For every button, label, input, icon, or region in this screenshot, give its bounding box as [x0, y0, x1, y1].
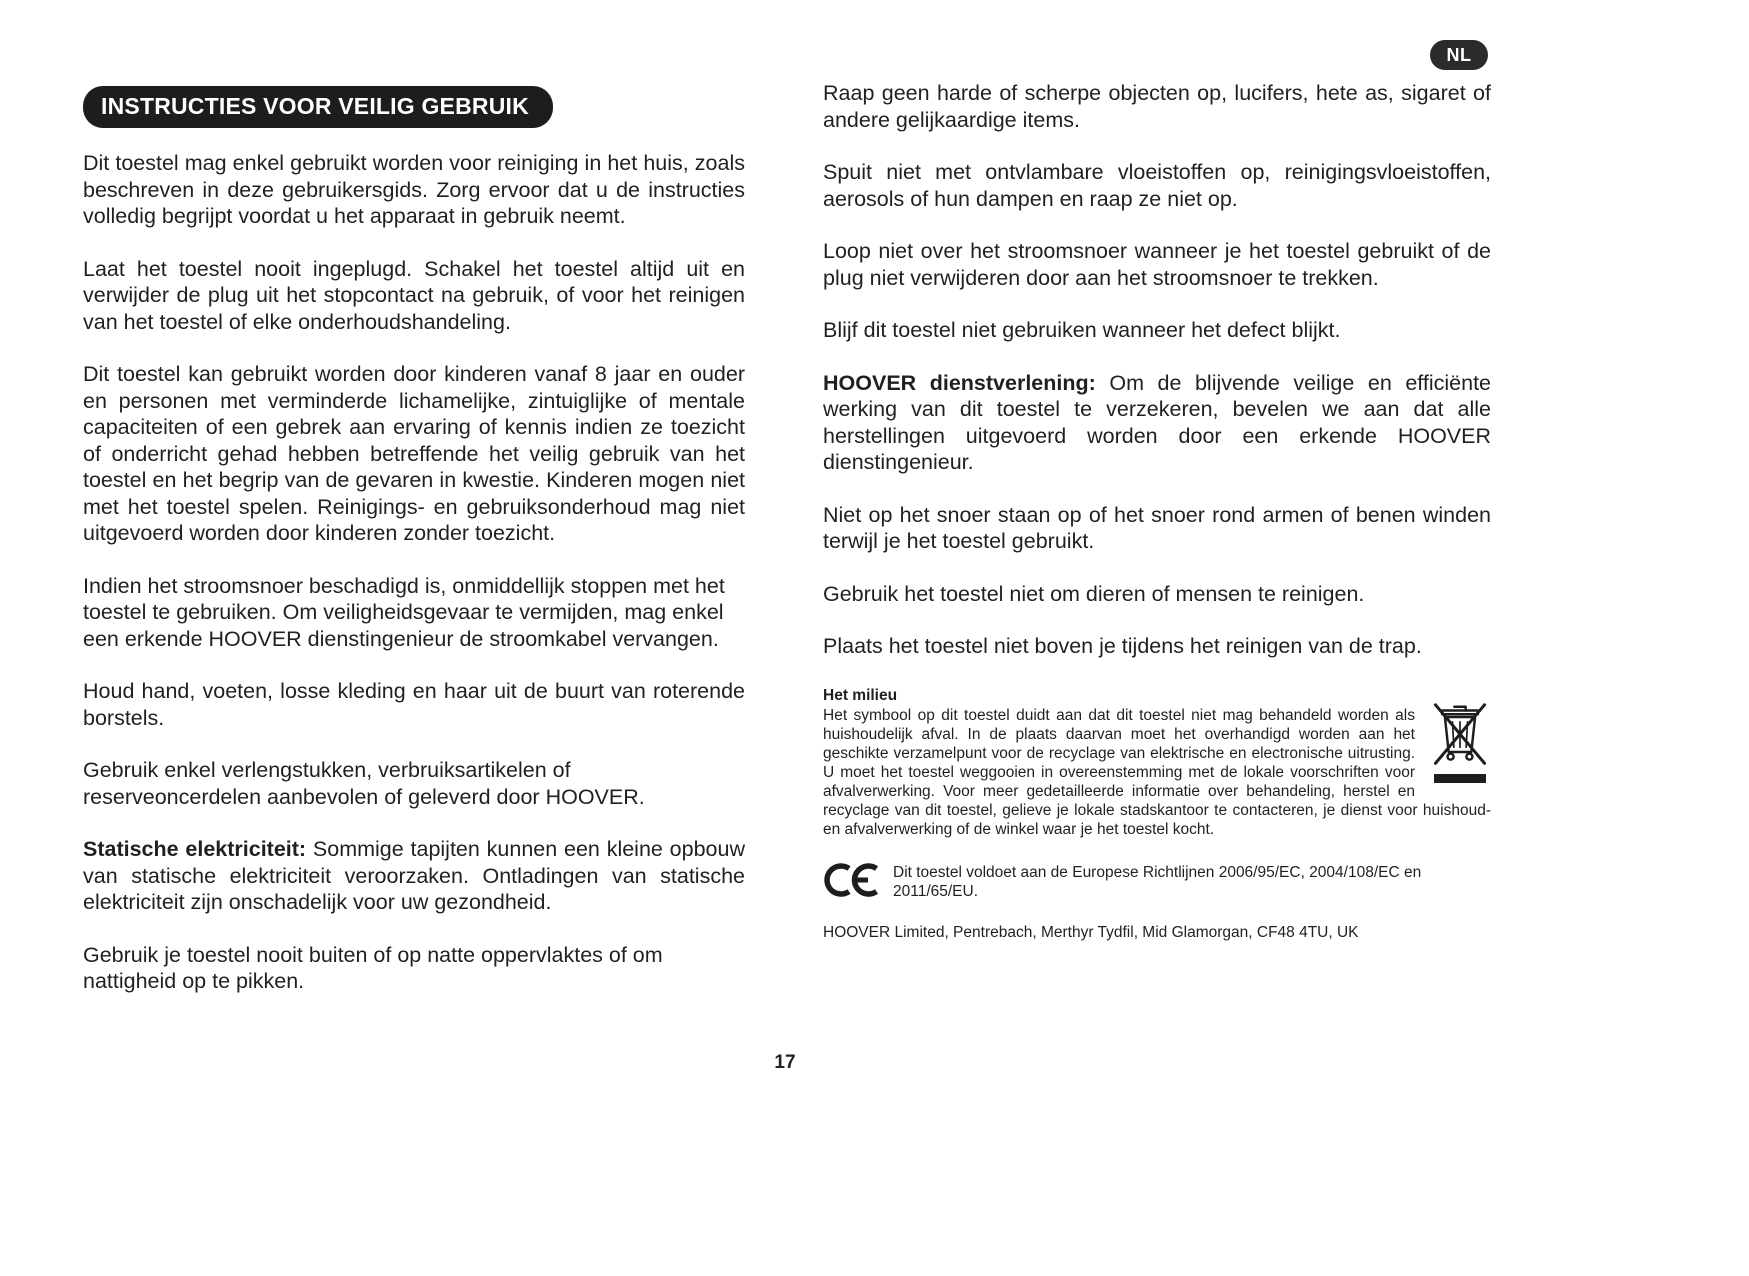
paragraph-static-electricity — [83, 836, 745, 916]
right-column — [823, 80, 1491, 942]
ce-mark-icon — [823, 861, 879, 899]
weee-date-bar — [1434, 774, 1486, 783]
paragraph-defect: Blijf dit toestel niet gebruiken wanneer het defect blijkt. — [823, 318, 1341, 342]
language-badge: NL — [1430, 40, 1488, 70]
left-column — [83, 86, 745, 1021]
section-title-pill: INSTRUCTIES VOOR VEILIG GEBRUIK — [83, 86, 553, 128]
paragraph-keep-away: Houd hand, voeten, losse kleding en haar uit de buurt van roterende borstels. — [83, 679, 745, 730]
paragraph-usage: Dit toestel mag enkel gebruikt worden voor reiniging in het huis, zoals beschreven in deze gebruikersgids. Zorg ervoor dat u de instructies volledig begrijpt voordat u het apparaat in gebruik neemt. — [83, 151, 745, 228]
hoover-service-lead: HOOVER dienstverlening: — [823, 370, 1096, 395]
ce-compliance-text: Dit toestel voldoet aan de Europese Richtlijnen 2006/95/EC, 2004/108/EC en 2011/65/EU. — [893, 863, 1422, 900]
environment-section — [823, 686, 1491, 839]
static-electricity-lead: Statische elektriciteit: — [83, 837, 307, 861]
paragraph-cord-wrap: Niet op het snoer staan op of het snoer rond armen of benen winden terwijl je het toestel gebruikt. — [823, 502, 1491, 553]
ce-compliance-row — [823, 861, 1491, 901]
company-address: HOOVER Limited, Pentrebach, Merthyr Tydfil, Mid Glamorgan, CF48 4TU, UK — [823, 923, 1359, 941]
paragraph-no-animals: Gebruik het toestel niet om dieren of mensen te reinigen. — [823, 581, 1365, 606]
paragraph-wet-surfaces: Gebruik je toestel nooit buiten of op natte oppervlaktes of om nattigheid op te pikken. — [83, 942, 663, 993]
paragraph-unplug: Laat het toestel nooit ingeplugd. Schakel het toestel altijd uit en verwijder de plug uit het stopcontact na gebruik, of voor het reinigen van het toestel of elke onderhoudshandeling. — [83, 256, 745, 334]
paragraph-accessories: Gebruik enkel verlengstukken, verbruiksartikelen of reserveoncerdelen aanbevolen of geleverd door HOOVER. — [83, 758, 645, 809]
paragraph-children: Dit toestel kan gebruikt worden door kinderen vanaf 8 jaar en ouder en personen met verminderde lichamelijke, zintuiglijke of mentale capaciteiten of een gebrek aan ervaring of kennis indien ze toezicht of onderricht gehad hebben betreffende het veilig gebruik van het toestel en het begrip van de gevaren in kwestie. Kinderen mogen niet met het toestel spelen. Reinigings- en gebruiksonderhoud mag niet uitgevoerd worden door kinderen zonder toezicht. — [83, 362, 745, 545]
paragraph-hoover-service — [823, 370, 1491, 476]
hoover-service-body: Om de blijvende veilige en efficiënte werking van dit toestel te verzekeren, bevelen we aan dat alle herstellingen uitgevoerd worden door een erkende HOOVER dienstingenieur. — [823, 370, 1491, 474]
paragraph-flammable: Spuit niet met ontvlambare vloeistoffen op, reinigingsvloeistoffen, aerosols of hun dampen en raap ze niet op. — [823, 160, 1491, 211]
paragraph-sharp-objects: Raap geen harde of scherpe objecten op, lucifers, hete as, sigaret of andere gelijkaardige items. — [823, 81, 1491, 132]
page-number: 17 — [774, 1052, 796, 1073]
environment-body: Het symbool op dit toestel duidt aan dat dit toestel niet mag behandeld worden als huishoudelijk afval. In de plaats daarvan moet het overhandigd worden aan het geschikte verzamelpunt voor de recyclage van elektrische en electronische uitrusting. U moet het toestel weggooien in overeenstemming met de lokale voorschriften voor afvalverwerking. Voor meer gedetailleerde informatie over behandeling, herstel en recyclage van dit toestel, gelieve je lokale stadskantoor te contacteren, je dienst voor huishoud- en afvalverwerking of de winkel waar je het toestel kocht. — [823, 706, 1491, 838]
environment-title: Het milieu — [823, 686, 898, 704]
paragraph-cord-run-over: Loop niet over het stroomsnoer wanneer je het toestel gebruikt of de plug niet verwijderen door aan het stroomsnoer te trekken. — [823, 239, 1491, 290]
paragraph-stairs: Plaats het toestel niet boven je tijdens het reinigen van de trap. — [823, 634, 1422, 658]
static-electricity-body: Sommige tapijten kunnen een kleine opbouw van statische elektriciteit veroorzaken. Ontladingen van statische elektriciteit zijn onschadelijk voor uw gezondheid. — [83, 837, 745, 914]
paragraph-damaged-cord: Indien het stroomsnoer beschadigd is, onmiddellijk stoppen met het toestel te gebruiken. Om veiligheidsgevaar te vermijden, mag enkel een erkende HOOVER dienstingenieur de stroomkabel vervangen. — [83, 573, 725, 651]
weee-crossed-out-wheelie-bin-icon — [1429, 702, 1491, 783]
